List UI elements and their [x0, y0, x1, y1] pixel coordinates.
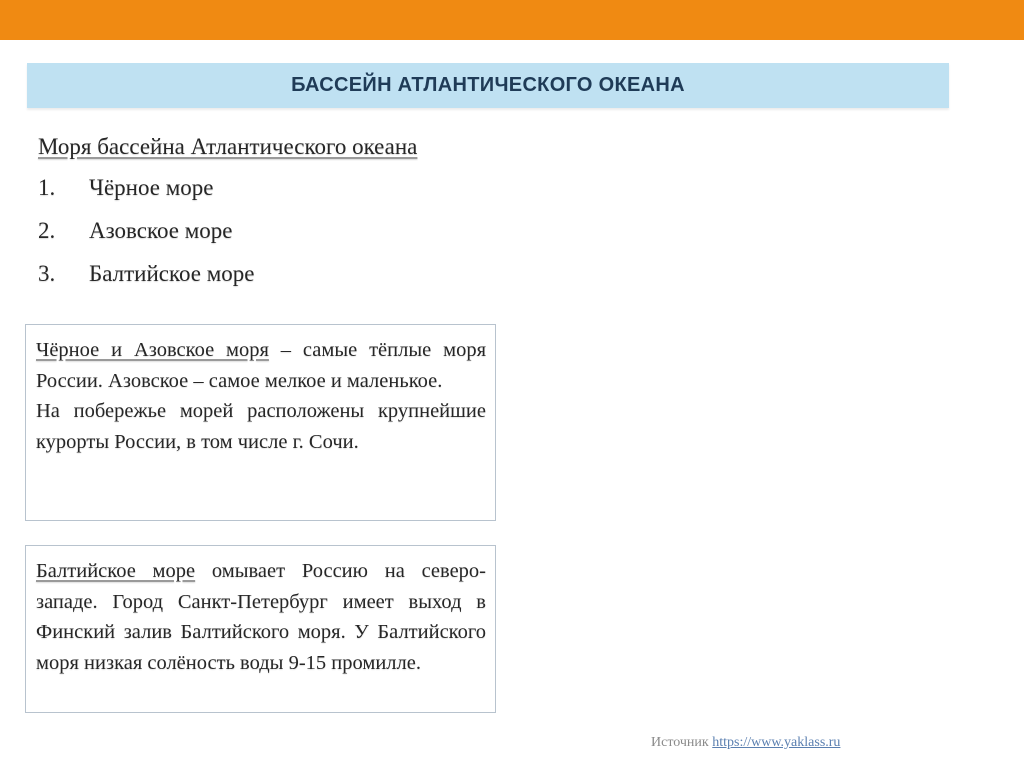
source-label: Источник	[651, 735, 713, 750]
source-link[interactable]: https://www.yaklass.ru	[712, 735, 841, 750]
seas-list	[38, 175, 254, 304]
box2-highlight: Балтийское море	[36, 560, 196, 582]
source-note	[651, 735, 840, 751]
top-accent-bar	[0, 0, 1024, 40]
title-banner	[27, 63, 949, 108]
box1-paragraph-1	[36, 335, 486, 396]
subtitle: Моря бассейна Атлантического океана	[38, 134, 418, 159]
list-item	[38, 175, 254, 218]
list-number: 2.	[38, 218, 56, 243]
baltic-info-box	[25, 545, 496, 713]
list-item	[38, 218, 254, 261]
list-item	[38, 261, 254, 304]
black-azov-info-box	[25, 324, 496, 521]
box1-text: – самые тёплые моря России. Азовское – самое мелкое и маленькое.	[36, 339, 486, 392]
list-number: 1.	[38, 175, 56, 200]
sea-name: Азовское море	[89, 218, 233, 243]
box2-paragraph	[36, 556, 486, 678]
sea-name: Чёрное море	[89, 175, 214, 200]
sea-name: Балтийское море	[89, 261, 255, 286]
page-title: БАССЕЙН АТЛАНТИЧЕСКОГО ОКЕАНА	[291, 74, 685, 96]
box1-paragraph-2: На побережье морей расположены крупнейшие курорты России, в том числе г. Сочи.	[36, 400, 486, 453]
box2-text: омывает Россию на северо-западе. Город Санкт-Петербург имеет выход в Финский залив Балтийского моря. У Балтийского моря низкая солёность воды 9-15 промилле.	[36, 560, 486, 674]
list-number: 3.	[38, 261, 56, 286]
box1-highlight: Чёрное и Азовское моря	[36, 339, 269, 361]
